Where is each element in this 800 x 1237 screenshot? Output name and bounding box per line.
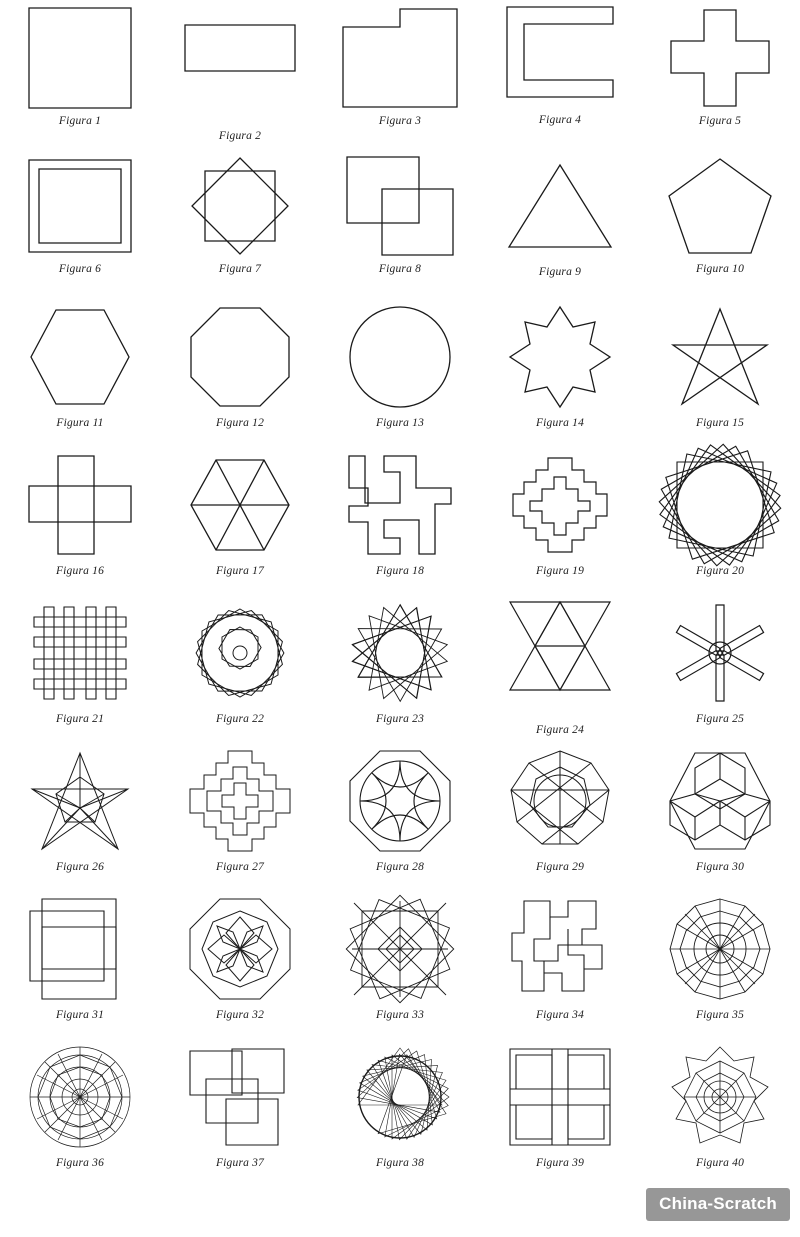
figure-cell	[0, 890, 160, 1038]
figure-art-five-point-star-outline	[645, 298, 795, 416]
figure-cell	[0, 150, 160, 298]
figure-art-rotating-squares-spiral	[645, 446, 795, 564]
figure-cell	[0, 1038, 160, 1186]
figure-art-hexagon	[5, 298, 155, 416]
figure-art-dense-circular-mandala	[5, 1038, 155, 1156]
figure-label: Figura 31	[55, 1009, 105, 1021]
figure-label: Figura 28	[375, 861, 425, 873]
figure-art-l-shape-step	[325, 2, 475, 114]
figure-label: Figura 40	[695, 1157, 745, 1169]
figure-art-eight-petal-octagon	[325, 742, 475, 860]
figure-cell	[480, 446, 640, 594]
figure-label: Figura 17	[215, 565, 265, 577]
figure-art-octagon-flower-rosette	[165, 890, 315, 1008]
figure-cell	[640, 446, 800, 594]
figure-cell	[160, 446, 320, 594]
figure-art-rectangle	[165, 2, 315, 136]
figure-cell	[320, 594, 480, 742]
figure-label: Figura 7	[218, 263, 262, 275]
figure-art-two-offset-squares	[325, 150, 475, 262]
figure-label: Figura 1	[58, 115, 102, 127]
figure-cell	[160, 2, 320, 150]
figure-art-pentagon	[645, 150, 795, 262]
figure-art-octagram-mandala	[645, 1038, 795, 1156]
figure-art-square	[5, 2, 155, 114]
figure-label: Figura 26	[55, 861, 105, 873]
figure-cell	[640, 150, 800, 298]
figure-cell	[0, 2, 160, 150]
figure-art-hexagon-cubes-tessellation	[645, 742, 795, 860]
figure-art-irregular-step-polygon	[485, 890, 635, 1008]
figure-art-octagon	[165, 298, 315, 416]
figure-cell	[160, 298, 320, 446]
figure-cell	[160, 594, 320, 742]
figure-art-triangle	[485, 150, 635, 262]
figure-art-swastika-pinwheel	[325, 446, 475, 564]
figure-label: Figura 9	[538, 266, 582, 278]
figure-label: Figura 4	[538, 114, 582, 126]
figure-label: Figura 37	[215, 1157, 265, 1169]
figure-label: Figura 21	[55, 713, 105, 725]
figure-label: Figura 18	[375, 565, 425, 577]
figure-cell	[320, 446, 480, 594]
figure-label: Figura 22	[215, 713, 265, 725]
figure-art-circle	[325, 298, 475, 416]
figure-cell	[480, 2, 640, 150]
figure-label: Figura 8	[378, 263, 422, 275]
figure-label: Figura 36	[55, 1157, 105, 1169]
figure-art-stepped-cross-maze	[485, 446, 635, 564]
figure-art-cross-plus	[645, 2, 795, 114]
figure-label: Figura 25	[695, 713, 745, 725]
figure-art-square-grid-frames	[485, 1038, 635, 1156]
figure-label: Figura 32	[215, 1009, 265, 1021]
figure-art-three-offset-squares	[5, 890, 155, 1008]
figure-cell	[640, 2, 800, 150]
figure-cell	[640, 298, 800, 446]
figure-art-square-rotated-overlap	[165, 150, 315, 262]
figure-label: Figura 16	[55, 565, 105, 577]
figure-label: Figura 27	[215, 861, 265, 873]
figure-label: Figura 11	[56, 417, 104, 429]
figure-cell	[320, 2, 480, 150]
figure-art-rotating-hexagons-rosette	[165, 594, 315, 712]
figure-label: Figura 6	[58, 263, 102, 275]
figure-art-woven-grid-bands	[5, 594, 155, 712]
figure-cell	[480, 298, 640, 446]
figure-label: Figura 24	[535, 724, 585, 736]
figure-label: Figura 3	[378, 115, 422, 127]
watermark: China-Scratch	[646, 1188, 790, 1221]
figure-art-decagon-rosette	[485, 742, 635, 860]
figure-cell	[160, 150, 320, 298]
figure-cell	[160, 1038, 320, 1186]
figure-label: Figura 30	[695, 861, 745, 873]
figure-label: Figura 2	[218, 130, 262, 142]
figure-art-spirograph-circle	[325, 1038, 475, 1156]
figure-label: Figura 13	[375, 417, 425, 429]
figure-art-rotating-triangles-circle	[325, 594, 475, 712]
figure-art-four-scattered-squares	[165, 1038, 315, 1156]
figure-label: Figura 39	[535, 1157, 585, 1169]
figure-cell	[0, 594, 160, 742]
figure-art-twelve-point-rosette	[645, 890, 795, 1008]
figure-art-hexagon-six-triangles	[165, 446, 315, 564]
figure-cell	[320, 298, 480, 446]
figure-art-star-in-pentagon-rays	[5, 742, 155, 860]
figure-cell	[480, 594, 640, 742]
figure-cell	[640, 594, 800, 742]
figure-label: Figura 15	[695, 417, 745, 429]
figure-art-eight-point-star-squares	[485, 298, 635, 416]
figure-cell	[480, 742, 640, 890]
figure-art-six-spoke-wheel	[645, 594, 795, 712]
figure-art-nested-stepped-crosses	[165, 742, 315, 860]
figure-cell	[0, 742, 160, 890]
figure-cell	[160, 742, 320, 890]
figure-label: Figura 19	[535, 565, 585, 577]
figure-label: Figura 5	[698, 115, 742, 127]
figure-cell	[0, 298, 160, 446]
figure-label: Figura 10	[695, 263, 745, 275]
figure-cell	[640, 742, 800, 890]
figure-cell	[320, 150, 480, 298]
figure-label: Figura 34	[535, 1009, 585, 1021]
figure-cell	[640, 1038, 800, 1186]
figure-label: Figura 35	[695, 1009, 745, 1021]
figure-label: Figura 14	[535, 417, 585, 429]
figure-cell	[160, 890, 320, 1038]
figure-art-two-crossing-rectangles	[5, 446, 155, 564]
figure-art-c-shape-bracket	[485, 2, 635, 118]
figure-art-hexagram-star-of-david	[485, 594, 635, 718]
figure-label: Figura 33	[375, 1009, 425, 1021]
figure-art-overlapping-rotated-squares-star	[325, 890, 475, 1008]
figure-cell	[0, 446, 160, 594]
figure-cell	[320, 890, 480, 1038]
figure-label: Figura 29	[535, 861, 585, 873]
figure-label: Figura 38	[375, 1157, 425, 1169]
figure-label: Figura 20	[695, 565, 745, 577]
figure-cell	[640, 890, 800, 1038]
figure-art-concentric-squares	[5, 150, 155, 262]
figure-label: Figura 23	[375, 713, 425, 725]
figure-label: Figura 12	[215, 417, 265, 429]
figure-cell	[480, 890, 640, 1038]
figure-cell	[320, 742, 480, 890]
figure-cell	[480, 150, 640, 298]
figure-cell	[320, 1038, 480, 1186]
figure-cell	[480, 1038, 640, 1186]
